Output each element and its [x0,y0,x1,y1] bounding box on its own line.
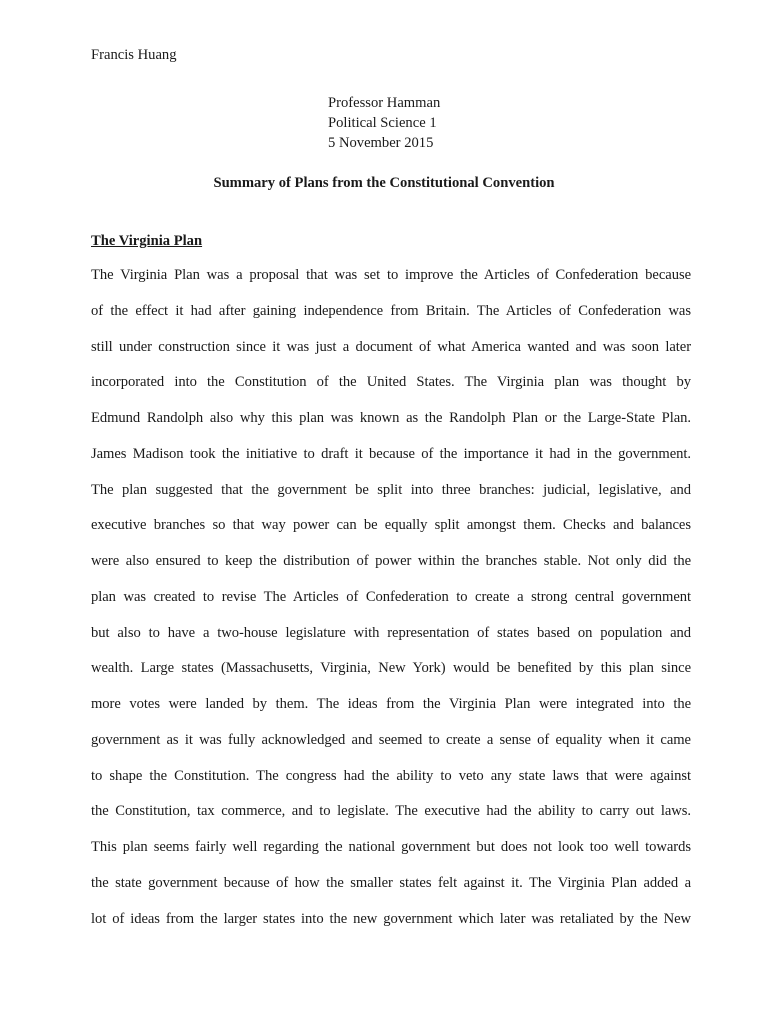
body-line: Edmund Randolph also why this plan was known as the Randolph Plan or the Large-State Plan. [91,410,691,426]
body-line: of the effect it had after gaining independence from Britain. The Articles of Confederation was [91,302,691,319]
document-date: 5 November 2015 [328,135,434,151]
section-heading: The Virginia Plan [91,233,203,249]
body-line: but also to have a two-house legislature with representation of states based on population and [91,624,691,641]
heading-info [328,93,440,153]
body-line: more votes were landed by them. The ideas from the Virginia Plan were integrated into the [91,696,691,712]
body-line: were also ensured to keep the distribution of power within the branches stable. Not only did the [91,553,691,569]
body-paragraph [91,265,691,944]
body-line: to shape the Constitution. The congress had the ability to veto any state laws that were against [91,767,691,784]
body-line: plan was created to revise The Articles of Confederation to create a strong central government [91,588,691,605]
body-line: This plan seems fairly well regarding the national government but does not look too well towards [91,839,691,855]
professor-name: Professor Hamman [328,95,441,111]
author-name: Francis Huang [91,47,177,63]
body-line: The plan suggested that the government be split into three branches: judicial, legislative, and [91,481,691,498]
body-line: still under construction since it was just a document of what America wanted and was soon later [91,338,691,355]
body-line: The Virginia Plan was a proposal that was set to improve the Articles of Confederation because [91,267,691,283]
body-line: the Constitution, tax commerce, and to legislate. The executive had the ability to carry out laws. [91,803,691,820]
body-line: lot of ideas from the larger states into the new government which later was retaliated by the New [91,910,691,927]
body-line: James Madison took the initiative to draft it because of the importance it had in the government. [91,445,691,462]
body-line: government as it was fully acknowledged and seemed to create a sense of equality when it came [91,731,691,748]
document-title: Summary of Plans from the Constitutional Convention [213,175,555,191]
course-name: Political Science 1 [328,115,437,131]
body-line: incorporated into the Constitution of the United States. The Virginia plan was thought by [91,374,691,391]
body-line: the state government because of how the smaller states felt against it. The Virginia Plan added a [91,874,691,891]
body-line: executive branches so that way power can be equally split amongst them. Checks and balances [91,517,691,534]
body-line: wealth. Large states (Massachusetts, Virginia, New York) would be benefited by this plan since [91,660,691,677]
